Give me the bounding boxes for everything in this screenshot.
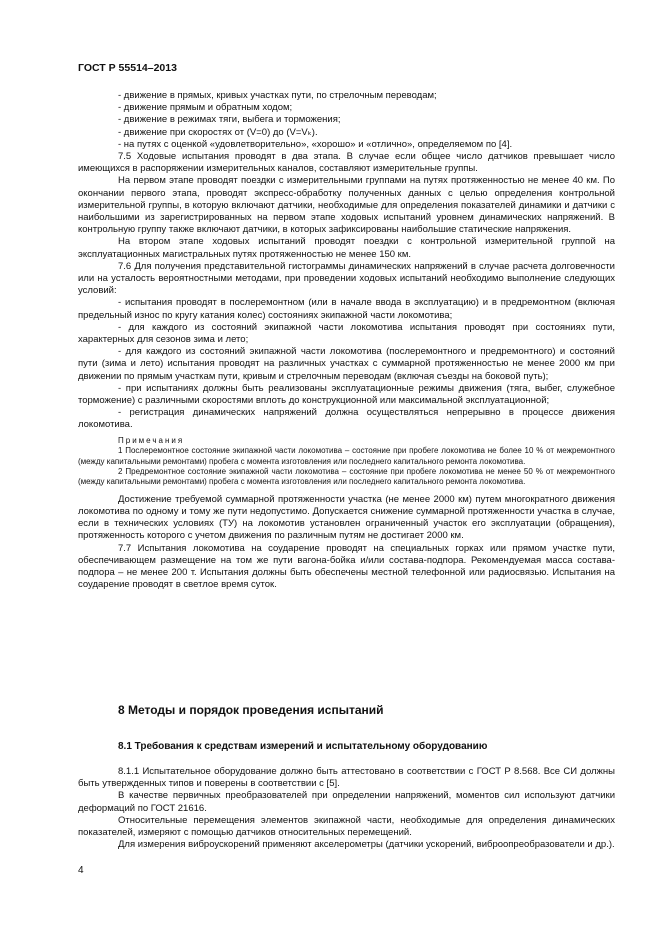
notes-block (78, 436, 615, 488)
paragraph: На первом этапе проводят поездки с измерительными группами на путях протяженностью не менее 40 км. По окончании первого этапа, проводят экспресс-обработку полученных данных с целью определения контрольной измерительной группы, в которую включают датчики, необходимые для определения показателей динамики и датчики с наибольшими из зарегистрированных на первом этапе ходовых испытаний уровнем динамических напряжений. В контрольную группу также включают датчики, в которых зафиксированы наибольшие статические напряжения. (78, 175, 615, 236)
page-number: 4 (78, 865, 84, 876)
paragraph-7-7: 7.7 Испытания локомотива на соударение проводят на специальных горках или прямом участке пути, обеспечивающем размещение на том же пути вагона-бойка и/или состава-подпора. Рекомендуемая масса состава-подпора – не менее 200 т. Испытания должны быть обеспечены местной телефонной или радиосвязью. Испытания на соударение проводят в светлое время суток. (78, 542, 615, 591)
paragraph-7-6: 7.6 Для получения представительной гистограммы динамических напряжений в случае расчета долговечности или на усталость вероятностными методами, при проведении ходовых испытаний необходимо выполнение следующих условий: (78, 260, 615, 297)
paragraph: - испытания проводят в послеремонтном (или в начале ввода в эксплуатацию) и в предремонтном (включая предельный износ по кругу катания колес) состояниях экипажной части локомотива; (78, 297, 615, 321)
paragraph: - движение в прямых, кривых участках пути, по стрелочным переводам; (118, 90, 437, 101)
paragraph: - регистрация динамических напряжений должна осуществляться непрерывно в процессе движения локомотива. (78, 407, 615, 431)
paragraph: Относительные перемещения элементов экипажной части, необходимые для определения динамических показателей, измеряют с помощью датчиков относительных перемещений. (78, 814, 615, 839)
note-item: 2 Предремонтное состояние экипажной части локомотива – состояние при пробеге локомотива не менее 50 % от межремонтного (между капитальными ремонтами) пробега с момента изготовления или последнего капитального ремонта локомотива. (78, 466, 615, 487)
document-header: ГОСТ Р 55514–2013 (78, 62, 177, 74)
section-8-1-heading: 8.1 Требования к средствам измерений и испытательному оборудованию (118, 741, 488, 752)
paragraph: - на путях с оценкой «удовлетворительно», «хорошо» и «отлично», определяемом по [4]. (118, 138, 513, 150)
paragraph-8-1-1: 8.1.1 Испытательное оборудование должно быть аттестовано в соответствии с ГОСТ Р 8.568. Все СИ должны быть утвержденных типов и поверены в соответствии с [5]. (78, 766, 615, 790)
text-block-requirements (78, 90, 615, 591)
note-item: 1 Послеремонтное состояние экипажной части локомотива – состояние при пробеге локомотива не более 10 % от межремонтного (между капитальными ремонтами) пробега с момента изготовления или последнего капитального ремонта локомотива. (78, 446, 615, 466)
paragraph: - для каждого из состояний экипажной части локомотива испытания проводят при состояниях пути, характерных для сезонов зима и лето; (78, 321, 615, 346)
paragraph: На втором этапе ходовых испытаний проводят поездки с контрольной измерительной группой на эксплуатационных магистральных путях протяженностью не менее 150 км. (78, 236, 615, 260)
paragraph: - движение в режимах тяги, выбега и торможения; (118, 114, 341, 126)
paragraph-7-5: 7.5 Ходовые испытания проводят в два этапа. В случае если общее число датчиков превышает число имеющихся в распоряжении измерительных каналов, составляют измерительные группы. (78, 151, 615, 175)
text-block-8-1 (78, 766, 615, 851)
notes-heading: Примечания (118, 435, 185, 445)
paragraph: - для каждого из состояний экипажной части локомотива (послеремонтного и предремонтного) и состояний пути (зима и лето) испытания проводят на различных участках с суммарной протяженностью не менее 2000 км при движении по прямым участкам пути, кривым и стрелочным переводам (включая съезды на боковой путь); (78, 346, 615, 382)
paragraph: - движение при скоростях от (V=0) до (V=Vₖ). (118, 126, 318, 138)
paragraph: Достижение требуемой суммарной протяженности участка (не менее 2000 км) путем многократного движения локомотива по одному и тому же пути недопустимо. Допускается снижение суммарной протяженности участка в случае, если в технических условиях (ТУ) на локомотив установлен ограниченный участок его эксплуатации (обращения), протяженность которого с учетом движения по различным путям не достигает 2000 км. (78, 493, 615, 542)
paragraph: Для измерения виброускорений применяют акселерометры (датчики ускорений, виброопреобразователи и др.). (118, 839, 615, 851)
paragraph: - при испытаниях должны быть реализованы эксплуатационные режимы движения (тяга, выбег, служебное торможение) с различными скоростями вплоть до конструкционной или максимальной эксплуатационной; (78, 382, 615, 407)
paragraph: - движение прямым и обратным ходом; (118, 102, 293, 114)
section-8-heading: 8 Методы и порядок проведения испытаний (118, 703, 384, 717)
paragraph: В качестве первичных преобразователей при определении напряжений, моментов сил используют датчики деформаций по ГОСТ 21616. (78, 790, 615, 814)
